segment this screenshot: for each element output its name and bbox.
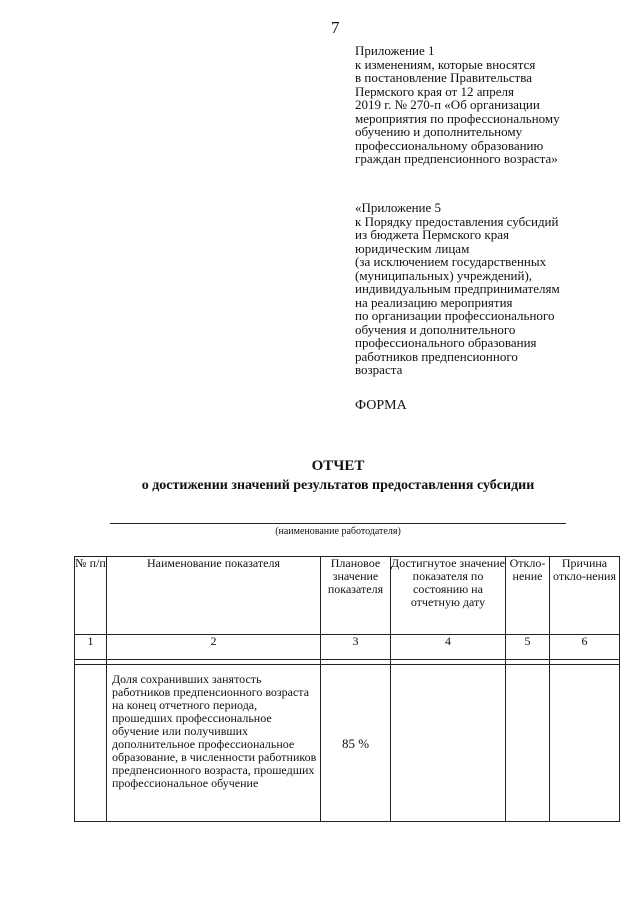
appendix-1-line: профессиональному образованию xyxy=(355,137,544,153)
column-number: 5 xyxy=(506,635,550,660)
header-reason: Причина откло-нения xyxy=(550,557,620,635)
appendix-1-line: граждан предпенсионного возраста» xyxy=(355,151,558,166)
appendix-1-line: Приложение 1 xyxy=(355,43,435,58)
appendix-5-line: индивидуальным предпринимателям xyxy=(355,281,560,296)
appendix-5-line: из бюджета Пермского края xyxy=(355,227,510,242)
employer-caption: (наименование работодателя) xyxy=(275,526,401,537)
appendix-5-line: возраста xyxy=(355,362,403,377)
appendix-5-line: работников предпенсионного xyxy=(355,348,518,364)
appendix-5-line: «Приложение 5 xyxy=(355,200,442,215)
employer-name-line xyxy=(110,523,566,524)
appendix-1-line: в постановление Правительства xyxy=(355,70,532,85)
column-number: 1 xyxy=(75,635,107,660)
appendix-1-line: 2019 г. № 270-п «Об организации xyxy=(355,97,540,112)
cell-planned: 85 % xyxy=(321,665,391,822)
cell-num xyxy=(75,665,107,822)
appendix-5-line: на реализацию мероприятия xyxy=(355,294,513,310)
appendix-1-block xyxy=(355,44,615,166)
cell-indicator: Доля сохранивших занятость работников предпенсионного возраста на конец отчетного периода, прошедших профессиональное обучение или получивших дополнительное профессиональное образование, в численности работников предпенсионного возраста, прошедших профессиональное обучение xyxy=(107,665,321,822)
report-title: ОТЧЕТ xyxy=(311,458,365,474)
appendix-5-line: (за исключением государственных xyxy=(355,254,547,269)
column-number: 3 xyxy=(321,635,391,660)
appendix-5-line: по организации профессионального xyxy=(355,308,555,323)
table-header-row xyxy=(75,557,620,635)
cell-reason xyxy=(550,665,620,822)
header-planned: Плановое значение показателя xyxy=(321,557,391,635)
appendix-5-line: обучения и дополнительного xyxy=(355,321,516,337)
header-deviation: Откло-нение xyxy=(506,557,550,635)
column-number-row xyxy=(75,635,620,660)
report-subtitle: о достижении значений результатов предоставления субсидии xyxy=(141,478,535,493)
column-number: 2 xyxy=(107,635,321,660)
header-indicator: Наименование показателя xyxy=(107,557,321,635)
column-number: 6 xyxy=(550,635,620,660)
header-num: № п/п xyxy=(75,557,107,635)
cell-deviation xyxy=(506,665,550,822)
appendix-5-line: (муниципальных) учреждений), xyxy=(355,267,533,283)
cell-achieved xyxy=(391,665,506,822)
appendix-5-line: профессионального образования xyxy=(355,335,537,350)
column-number: 4 xyxy=(391,635,506,660)
form-label: ФОРМА xyxy=(355,398,407,413)
appendix-1-line: обучению и дополнительному xyxy=(355,124,523,139)
header-achieved: Достигнутое значение показателя по состоянию на отчетную дату xyxy=(391,557,506,635)
appendix-1-line: Пермского края от 12 апреля xyxy=(355,83,514,99)
appendix-5-block xyxy=(355,201,625,377)
appendix-1-line: мероприятия по профессиональному xyxy=(355,110,560,126)
report-table xyxy=(74,556,620,822)
appendix-1-line: к изменениям, которые вносятся xyxy=(355,56,536,72)
page-number: 7 xyxy=(331,18,340,37)
appendix-5-line: юридическим лицам xyxy=(355,240,470,256)
appendix-5-line: к Порядку предоставления субсидий xyxy=(355,213,559,229)
table-row xyxy=(75,665,620,822)
